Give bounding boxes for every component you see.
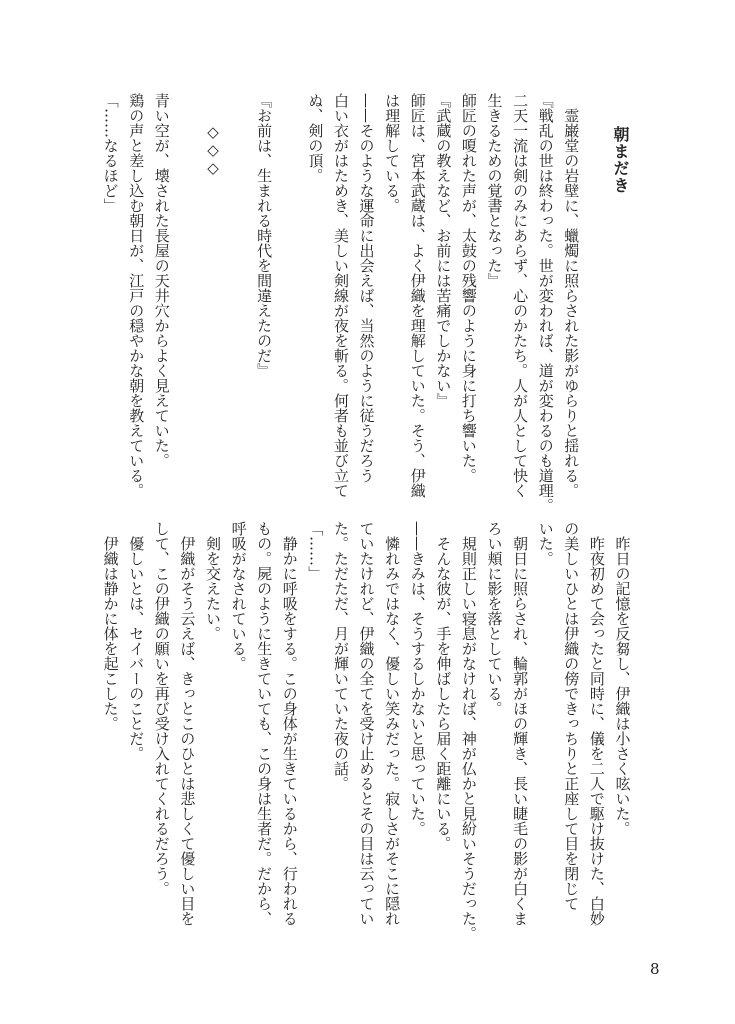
text-line: そんな彼が、手を伸ばしたら届く距離にいる。 [434,521,453,851]
text-line: 師匠は、宮本武蔵は、よく伊織を理解していた。そう、伊織 [408,93,427,498]
text-line [225,93,251,513]
text-line: ぬ、剣の頂。 [306,93,325,183]
text-line: いた。 [536,521,555,566]
text-line: ◇◇◇ [203,93,222,177]
text-line: 白い衣がはためき、美しい剣線が夜を斬る。何者も並び立て [331,93,350,498]
text-line: 昨夜初めて会ったと同時に、儀を二人で駆け抜けた、白妙 [587,521,606,926]
page-number: 8 [650,960,660,978]
text-line: 「……」 [306,521,325,581]
text-line [276,93,302,513]
text-line: 生きるための覚書となった』 [485,93,504,288]
text-block-bottom [97,521,634,941]
text-line: ていたけれど、伊織の全てを受け止めるとその目は云ってい [357,521,376,926]
text-line: 師匠の嗄れた声が、太鼓の残響のように身に打ち響いた。 [459,93,478,483]
text-line: ——そのような運命に出会えば、当然のように従うだろう [357,93,376,483]
text-line: 規則正しい寝息がなければ、神が仏かと見紛いそうだった。 [459,521,478,941]
text-line: の美しいひとは伊織の傍できっちりと正座して目を閉じて [562,521,581,911]
text-line: 昨日の記憶を反芻し、伊織は小さく呟いた。 [613,521,632,836]
text-line: 「……なるほど」 [101,93,120,213]
text-line: 朝日に照らされ、輪郭がほの輝き、長い睫毛の影が白くま [511,521,530,926]
text-line: た。ただただ、月が輝いていた夜の話。 [331,521,350,791]
text-line [174,93,200,513]
text-line: 『武蔵の教えなど、お前には苦痛でしかない』 [434,93,453,408]
text-line: もの。屍のように生きていても、この身は生者だ。だから、 [255,521,274,926]
text-line: 鶏の声と差し込む朝日が、江戸の穏やかな朝を教えている。 [127,93,146,498]
text-line: ろい頬に影を落としている。 [485,521,504,716]
text-line: 憐れみではなく、優しい笑みだった。寂しさがそこに隠れ [383,521,402,926]
text-line: 剣を交えたい。 [203,521,222,641]
chapter-title: 朝まだき [611,126,630,194]
text-line: 呼吸がなされている。 [229,521,248,671]
text-line: して、この伊織の願いを再び受け入れてくれるだろう。 [152,521,171,896]
text-line: 伊織は静かに体を起こした。 [101,521,120,731]
text-line: 青い空が、壊された長屋の天井穴からよく見えていた。 [152,93,171,468]
text-block-top [97,93,583,513]
text-line: 優しいとは、セイバーのことだ。 [127,521,146,761]
text-line: 静かに呼吸をする。この身体が生きているから、行われる [280,521,299,926]
text-line: 霊巌堂の岩壁に、蠟燭に照らされた影がゆらりと揺れる。 [562,93,581,498]
text-line: 二天一流は剣のみにあらず、心のかたち。人が人として快く [511,93,530,498]
text-line: 『お前は、生まれる時代を間違えたのだ』 [255,93,274,378]
text-line: ——きみは、そうするしかないと思っていた。 [408,521,427,836]
text-line: は理解している。 [383,93,402,213]
text-line: 『戦乱の世は終わった。世が変われば、道が変わるのも道理。 [536,93,555,513]
text-line: 伊織がそう云えば、きっとこのひとは悲しくて優しい目を [178,521,197,926]
